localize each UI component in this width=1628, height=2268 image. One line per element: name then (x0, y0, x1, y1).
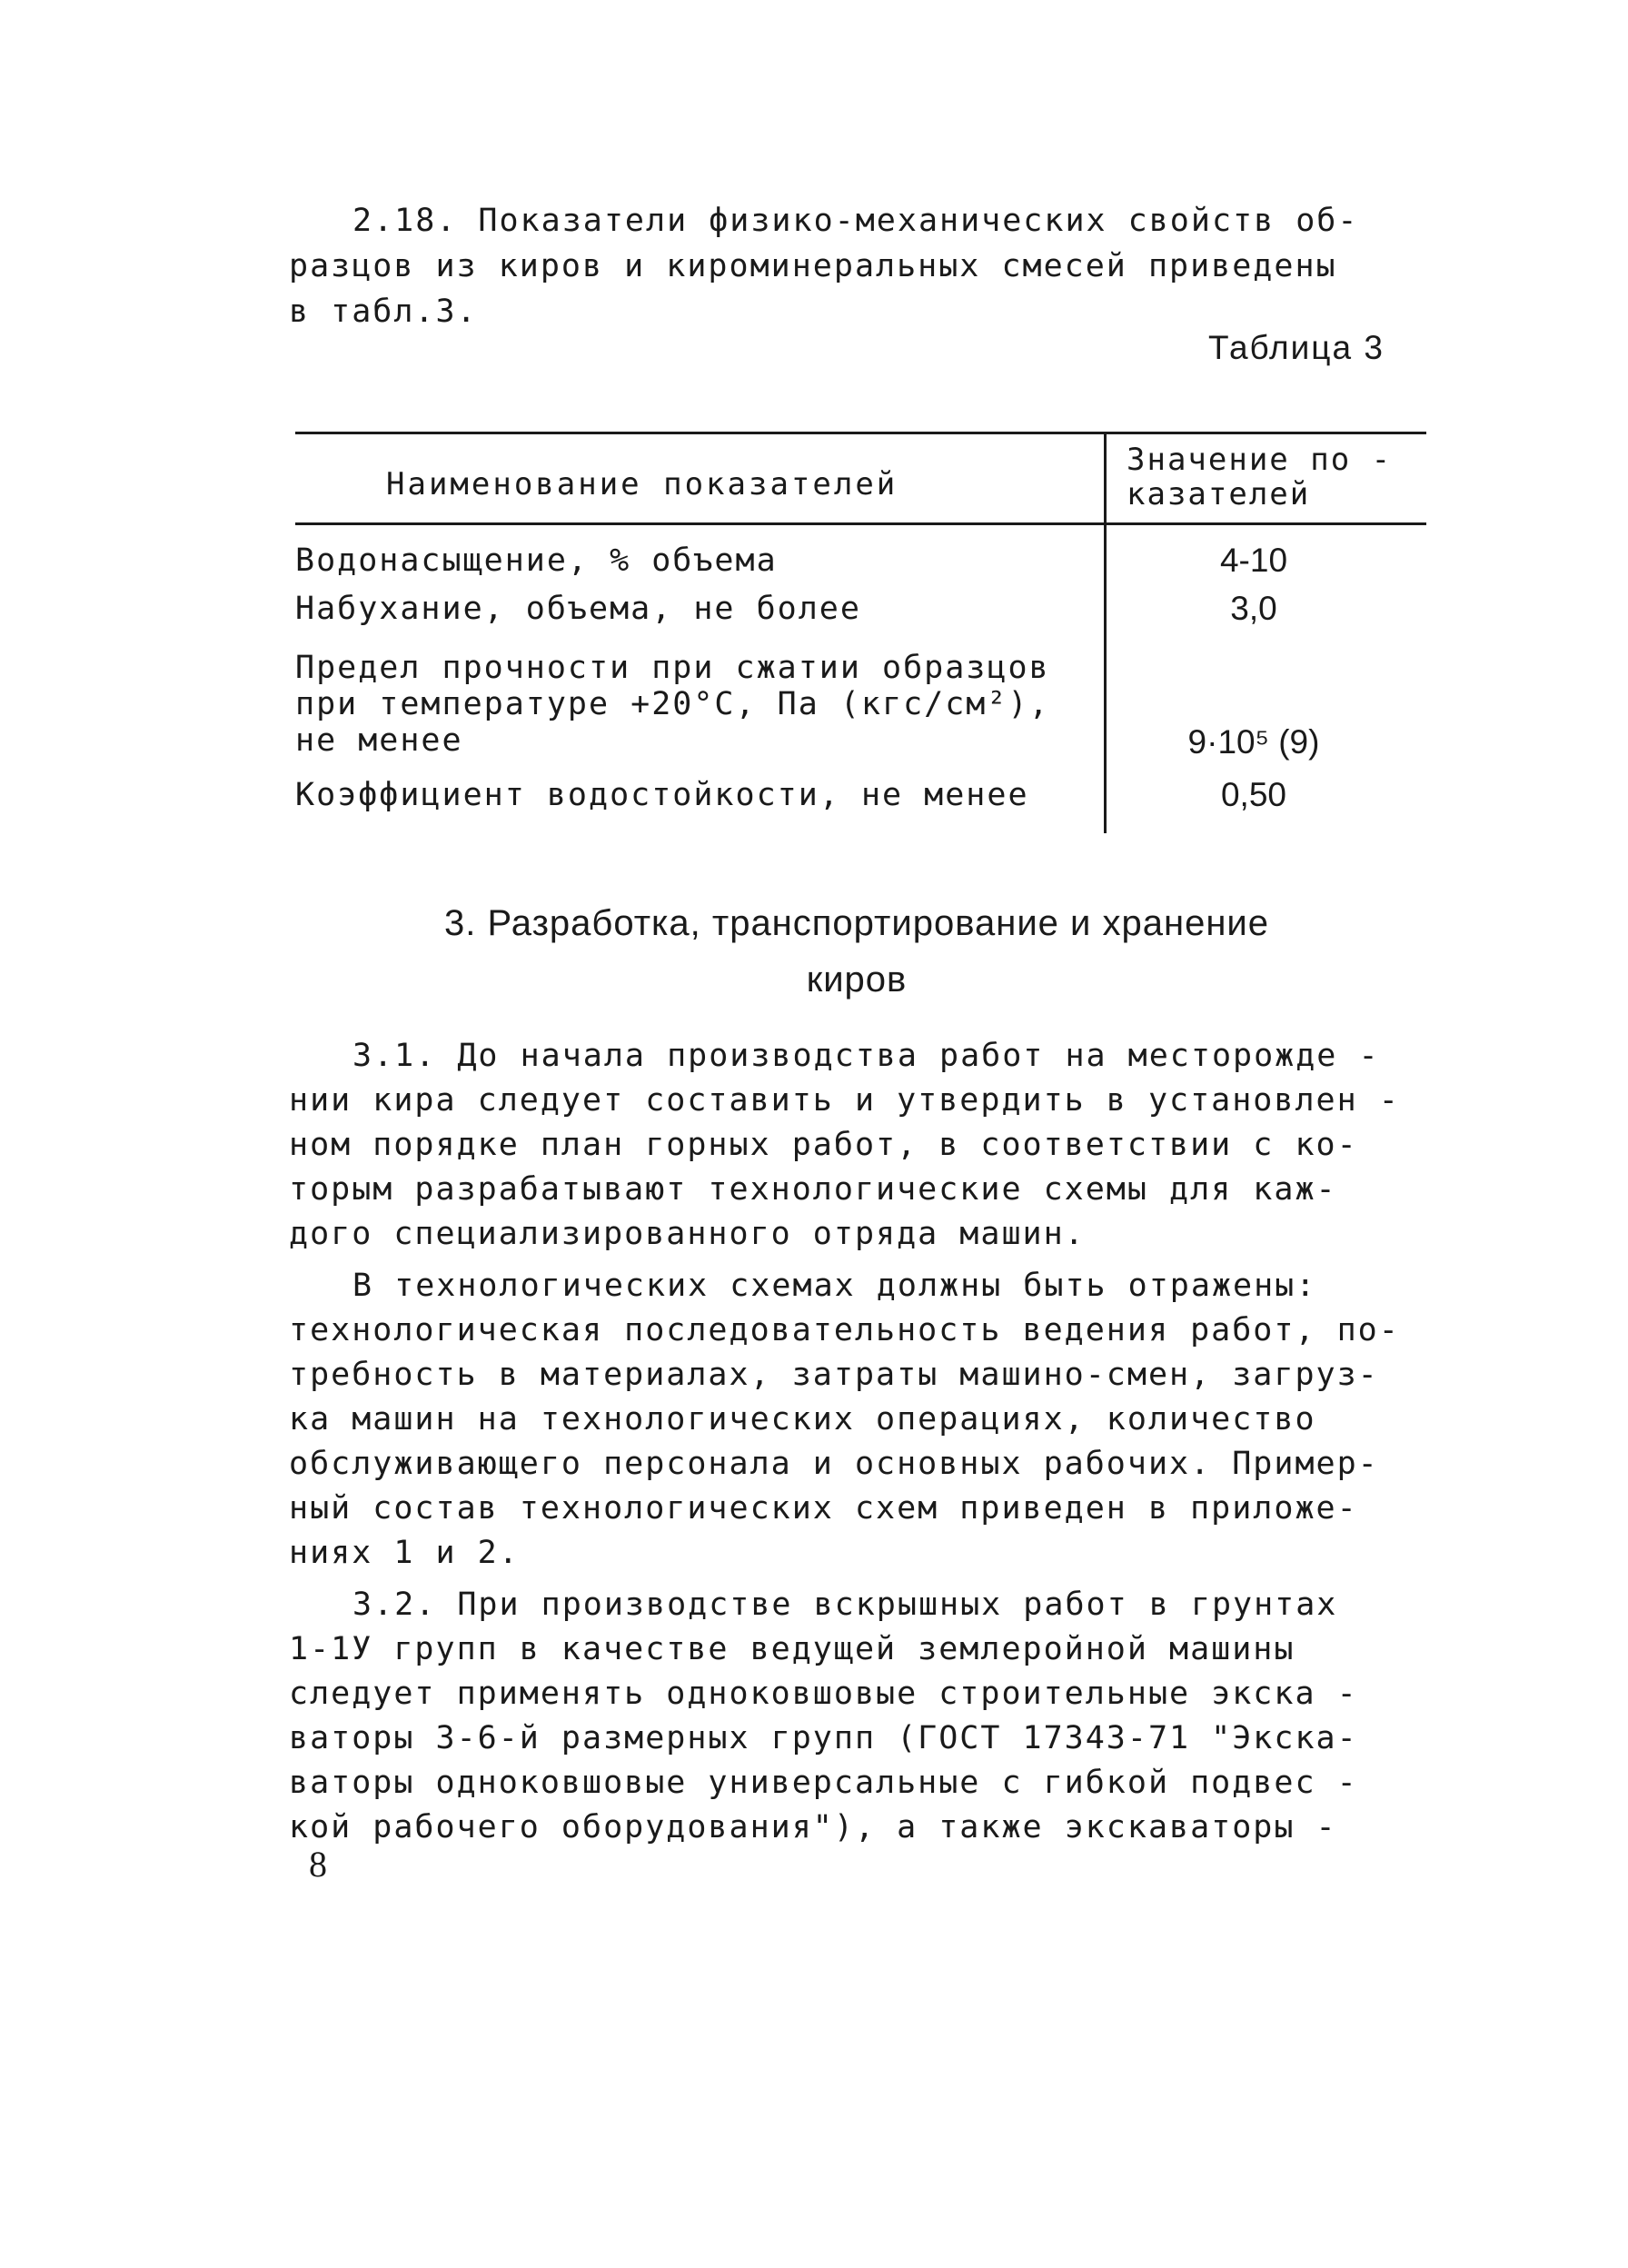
table-header-value (1127, 443, 1426, 512)
body-text (289, 1034, 1429, 1857)
text-line: нии кира следует составить и утвердить в установлен - (289, 1082, 1400, 1119)
text-line: ваторы одноковшовые универсальные с гибкой подвес - (289, 1765, 1358, 1801)
text-line: 3.2. При производстве вскрышных работ в грунтах (352, 1587, 1338, 1623)
table-row-label (295, 650, 1095, 759)
text-line: ный состав технологических схем приведен в приложе- (289, 1490, 1358, 1527)
text-line: технологическая последовательность ведения работ, по- (289, 1312, 1400, 1348)
intro-line: разцов из киров и кироминеральных смесей приведены (289, 248, 1337, 284)
table-header-rule (295, 522, 1426, 525)
intro-paragraph (289, 198, 1424, 334)
table-row-label: Коэффициент водостойкости, не менее (295, 777, 1029, 813)
row-label-line: при температуре +20°С, Па (кгс/см²), (295, 686, 1050, 722)
table-top-rule (295, 432, 1426, 434)
text-line: 3.1. До начала производства работ на месторожде - (352, 1038, 1380, 1074)
section-heading-line: 3. Разработка, транспортирование и хранение (443, 903, 1270, 943)
table-row-value: 0,50 (1220, 776, 1286, 813)
table-caption: Таблица 3 (1208, 329, 1385, 366)
section-heading-line: киров (806, 960, 908, 1000)
header-value-line: казателей (1127, 476, 1311, 512)
text-line: обслуживающего персонала и основных рабочих. Пример- (289, 1446, 1379, 1482)
row-label-line: Предел прочности при сжатии образцов (295, 650, 1050, 686)
text-line: ном порядке план горных работ, в соответствии с ко- (289, 1127, 1358, 1163)
intro-line: 2.18. Показатели физико-механических свойств об- (352, 203, 1359, 239)
row-label-line: не менее (295, 722, 463, 759)
text-line: дого специализированного отряда машин. (289, 1216, 1086, 1252)
text-line: следует применять одноковшовые строительные экска - (289, 1676, 1358, 1712)
table-row-value: 9·10⁵ (9) (1187, 723, 1320, 761)
text-line: ка машин на технологических операциях, количество (289, 1401, 1316, 1437)
table-row-value: 3,0 (1230, 590, 1277, 627)
header-value-line: Значение по - (1127, 442, 1393, 478)
table-row-label: Водонасыщение, % объема (295, 542, 778, 579)
text-line: торым разрабатывают технологические схемы для каж- (289, 1171, 1337, 1208)
table-row-label: Набухание, объема, не более (295, 591, 861, 627)
page-number: 8 (309, 1844, 327, 1885)
intro-line: в табл.3. (289, 293, 478, 330)
text-line: ниях 1 и 2. (289, 1535, 520, 1571)
section-heading (289, 895, 1424, 1008)
text-line: В технологических схемах должны быть отражены: (352, 1268, 1317, 1304)
table-row-value: 4-10 (1219, 542, 1288, 579)
paragraph-technological-schemes (289, 1264, 1429, 1576)
table-column-divider (1104, 432, 1107, 833)
text-line: ваторы 3-6-й размерных групп (ГОСТ 17343-71 "Экска- (289, 1720, 1358, 1756)
paragraph-3-2 (289, 1583, 1429, 1850)
text-line: требность в материалах, затраты машино-смен, загруз- (289, 1357, 1379, 1393)
text-line: 1-1У групп в качестве ведущей землеройной машины (289, 1631, 1295, 1667)
text-line: кой рабочего оборудования"), а также экскаваторы - (289, 1809, 1337, 1845)
paragraph-3-1 (289, 1034, 1429, 1257)
table-header-name: Наименование показателей (386, 466, 898, 502)
